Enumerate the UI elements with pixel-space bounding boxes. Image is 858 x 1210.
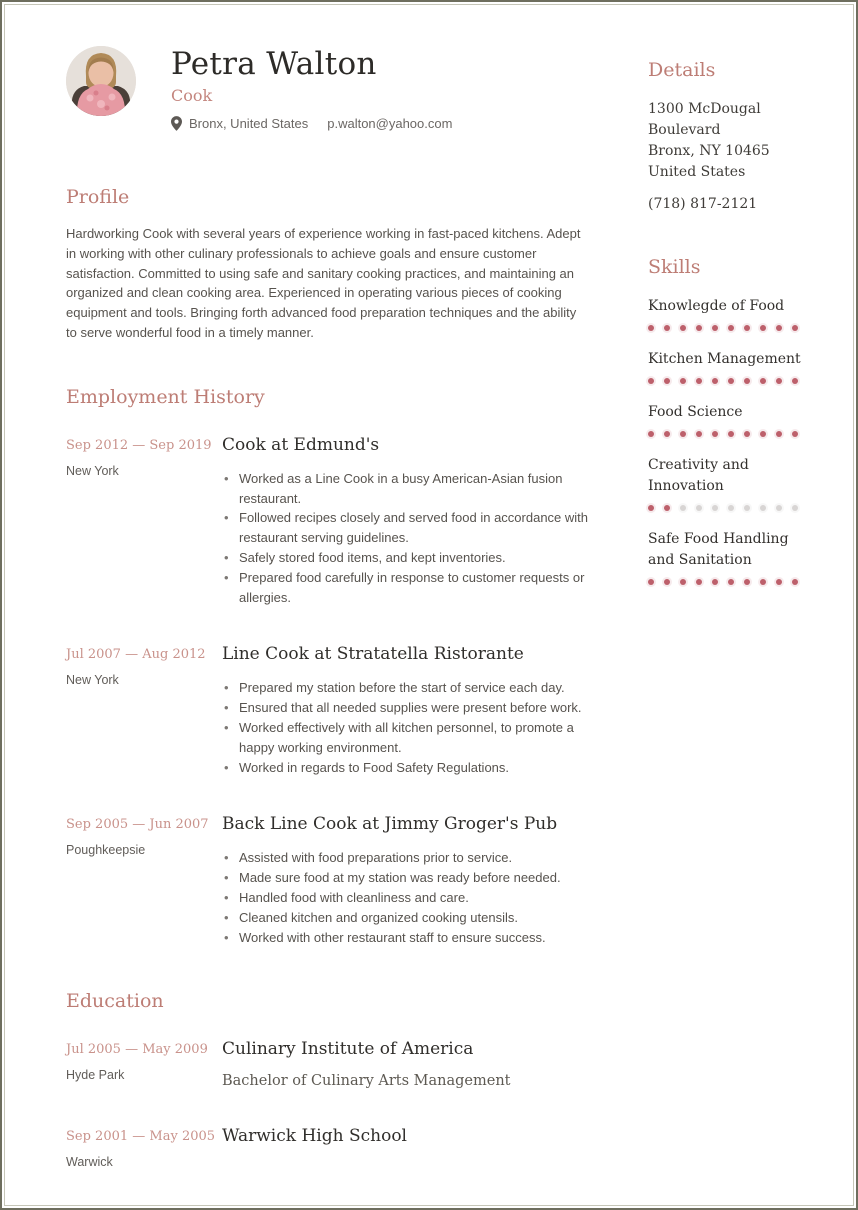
rating-dot-filled bbox=[792, 378, 798, 384]
employment-heading: Employment History bbox=[66, 385, 265, 408]
rating-dot-filled bbox=[696, 325, 702, 331]
rating-dot-empty bbox=[728, 505, 734, 511]
job-title: Line Cook at Stratatella Ristorante bbox=[222, 644, 524, 665]
skill-label: Knowlegde of Food bbox=[648, 298, 785, 314]
skill-rating bbox=[648, 325, 805, 331]
section-details bbox=[648, 58, 805, 212]
entry-body bbox=[222, 643, 590, 777]
rating-dot-empty bbox=[760, 505, 766, 511]
rating-dot-filled bbox=[680, 579, 686, 585]
skill-label: Safe Food Handling and Sanitation bbox=[648, 531, 789, 568]
education-dates: Jul 2005 — May 2009 bbox=[66, 1042, 208, 1058]
education-heading: Education bbox=[66, 990, 164, 1013]
job-bullet: • Handled food with cleanliness and care. bbox=[222, 888, 590, 908]
job-location: Poughkeepsie bbox=[66, 843, 146, 858]
job-bullet: • Followed recipes closely and served food in accordance with restaurant serving guidelines. bbox=[222, 508, 590, 548]
rating-dot-filled bbox=[728, 579, 734, 585]
address-line: Bronx, NY 10465 bbox=[648, 143, 770, 159]
job-bullet: • Prepared my station before the start of service each day. bbox=[222, 678, 590, 698]
rating-dot-filled bbox=[712, 378, 718, 384]
rating-dot-filled bbox=[792, 325, 798, 331]
rating-dot-empty bbox=[712, 505, 718, 511]
entry-meta bbox=[66, 1038, 222, 1089]
employment-entries bbox=[66, 424, 590, 948]
address bbox=[648, 99, 805, 183]
name: Petra Walton bbox=[171, 46, 377, 82]
rating-dot-filled bbox=[776, 431, 782, 437]
job-bullet: • Ensured that all needed supplies were present before work. bbox=[222, 698, 590, 718]
entry-body bbox=[222, 1125, 590, 1169]
rating-dot-filled bbox=[680, 431, 686, 437]
education-entries bbox=[66, 1028, 590, 1169]
job-location: New York bbox=[66, 673, 119, 688]
education-entry bbox=[66, 1125, 590, 1169]
education-degree: Bachelor of Culinary Arts Management bbox=[222, 1073, 511, 1090]
rating-dot-filled bbox=[728, 325, 734, 331]
rating-dot-empty bbox=[696, 505, 702, 511]
job-location: New York bbox=[66, 463, 119, 478]
employment-entry bbox=[66, 813, 590, 947]
skill-label: Creativity and Innovation bbox=[648, 457, 749, 494]
rating-dot-filled bbox=[648, 505, 654, 511]
entry-body bbox=[222, 434, 590, 608]
rating-dot-empty bbox=[680, 505, 686, 511]
profile-text: Hardworking Cook with several years of experience working in fast-paced kitchens. Adept in working with other culinary professionals to achieve goals and ensure customer satisfaction. Committed to using safe and sanitary cooking practices, and maintaining an organized and clean cooking area. Experienced in operating various pieces of cooking equipment and tools. Bringing forth advanced food preparation techniques and the ability to serve wonderful food in a timely manner. bbox=[66, 226, 581, 340]
rating-dot-filled bbox=[664, 579, 670, 585]
header-email: p.walton@yahoo.com bbox=[327, 116, 453, 131]
rating-dot-filled bbox=[776, 325, 782, 331]
rating-dot-filled bbox=[712, 579, 718, 585]
section-profile bbox=[66, 185, 590, 343]
header bbox=[66, 44, 590, 131]
job-bullet: • Worked in regards to Food Safety Regulations. bbox=[222, 758, 590, 778]
skill-rating bbox=[648, 505, 805, 511]
job-dates: Sep 2005 — Jun 2007 bbox=[66, 817, 209, 833]
skill-label: Kitchen Management bbox=[648, 351, 801, 367]
rating-dot-filled bbox=[696, 431, 702, 437]
job-bullet: • Cleaned kitchen and organized cooking utensils. bbox=[222, 908, 590, 928]
rating-dot-filled bbox=[680, 378, 686, 384]
rating-dot-filled bbox=[776, 378, 782, 384]
rating-dot-filled bbox=[648, 325, 654, 331]
rating-dot-filled bbox=[776, 579, 782, 585]
rating-dot-filled bbox=[744, 579, 750, 585]
rating-dot-filled bbox=[760, 579, 766, 585]
job-title: Back Line Cook at Jimmy Groger's Pub bbox=[222, 814, 558, 835]
rating-dot-filled bbox=[648, 579, 654, 585]
job-bullets bbox=[222, 469, 590, 608]
skill-rating bbox=[648, 378, 805, 384]
header-meta bbox=[171, 116, 452, 131]
job-bullets bbox=[222, 678, 590, 777]
skill-item bbox=[648, 455, 805, 511]
phone-number: (718) 817-2121 bbox=[648, 196, 758, 212]
header-location: Bronx, United States bbox=[189, 116, 309, 131]
entry-body bbox=[222, 1038, 590, 1089]
rating-dot-filled bbox=[648, 378, 654, 384]
education-location: Hyde Park bbox=[66, 1068, 125, 1083]
profile-heading: Profile bbox=[66, 186, 130, 208]
rating-dot-empty bbox=[776, 505, 782, 511]
employment-entry bbox=[66, 643, 590, 777]
employment-entry bbox=[66, 434, 590, 608]
avatar bbox=[66, 46, 136, 116]
rating-dot-filled bbox=[728, 431, 734, 437]
skill-label: Food Science bbox=[648, 404, 743, 420]
job-title: Cook at Edmund's bbox=[222, 434, 380, 455]
rating-dot-filled bbox=[680, 325, 686, 331]
rating-dot-filled bbox=[760, 325, 766, 331]
rating-dot-filled bbox=[760, 431, 766, 437]
skill-item bbox=[648, 402, 805, 437]
job-bullet: • Worked effectively with all kitchen personnel, to promote a happy working environment. bbox=[222, 718, 590, 758]
education-dates: Sep 2001 — May 2005 bbox=[66, 1129, 216, 1145]
skill-rating bbox=[648, 579, 805, 585]
rating-dot-filled bbox=[760, 378, 766, 384]
rating-dot-filled bbox=[648, 431, 654, 437]
sidebar bbox=[648, 44, 805, 1210]
job-dates: Jul 2007 — Aug 2012 bbox=[66, 647, 206, 663]
job-bullet: • Worked as a Line Cook in a busy American-Asian fusion restaurant. bbox=[222, 469, 590, 509]
education-entry bbox=[66, 1038, 590, 1089]
rating-dot-filled bbox=[664, 325, 670, 331]
details-heading: Details bbox=[648, 59, 716, 81]
location-pin-icon bbox=[171, 116, 182, 131]
section-skills bbox=[648, 255, 805, 585]
skill-item bbox=[648, 296, 805, 331]
entry-meta bbox=[66, 643, 222, 777]
skills-list bbox=[648, 296, 805, 585]
main-column bbox=[66, 44, 590, 1210]
rating-dot-filled bbox=[744, 378, 750, 384]
education-location: Warwick bbox=[66, 1155, 113, 1170]
entry-meta bbox=[66, 434, 222, 608]
job-bullet: • Worked with other restaurant staff to ensure success. bbox=[222, 928, 590, 948]
job-bullet: • Prepared food carefully in response to customer requests or allergies. bbox=[222, 568, 590, 608]
rating-dot-filled bbox=[664, 378, 670, 384]
skill-item bbox=[648, 529, 805, 585]
rating-dot-filled bbox=[792, 579, 798, 585]
job-bullets bbox=[222, 848, 590, 947]
rating-dot-filled bbox=[696, 378, 702, 384]
section-education bbox=[66, 989, 590, 1169]
section-employment bbox=[66, 385, 590, 948]
rating-dot-filled bbox=[664, 431, 670, 437]
job-dates: Sep 2012 — Sep 2019 bbox=[66, 437, 212, 453]
rating-dot-filled bbox=[728, 378, 734, 384]
skill-item bbox=[648, 349, 805, 384]
entry-meta bbox=[66, 813, 222, 947]
education-title: Culinary Institute of America bbox=[222, 1039, 474, 1060]
rating-dot-filled bbox=[744, 325, 750, 331]
rating-dot-filled bbox=[712, 431, 718, 437]
job-bullet: • Safely stored food items, and kept inventories. bbox=[222, 548, 590, 568]
header-text bbox=[171, 44, 452, 131]
address-line: United States bbox=[648, 164, 746, 180]
header-job-title: Cook bbox=[171, 86, 213, 105]
rating-dot-empty bbox=[744, 505, 750, 511]
entry-meta bbox=[66, 1125, 222, 1169]
entry-body bbox=[222, 813, 590, 947]
rating-dot-filled bbox=[712, 325, 718, 331]
job-bullet: • Assisted with food preparations prior to service. bbox=[222, 848, 590, 868]
rating-dot-filled bbox=[696, 579, 702, 585]
rating-dot-empty bbox=[792, 505, 798, 511]
skills-heading: Skills bbox=[648, 256, 701, 278]
rating-dot-filled bbox=[744, 431, 750, 437]
rating-dot-filled bbox=[792, 431, 798, 437]
education-title: Warwick High School bbox=[222, 1126, 407, 1147]
address-line: 1300 McDougal Boulevard bbox=[648, 101, 761, 138]
avatar-photo bbox=[66, 46, 136, 116]
skill-rating bbox=[648, 431, 805, 437]
job-bullet: • Made sure food at my station was ready before needed. bbox=[222, 868, 590, 888]
rating-dot-filled bbox=[664, 505, 670, 511]
